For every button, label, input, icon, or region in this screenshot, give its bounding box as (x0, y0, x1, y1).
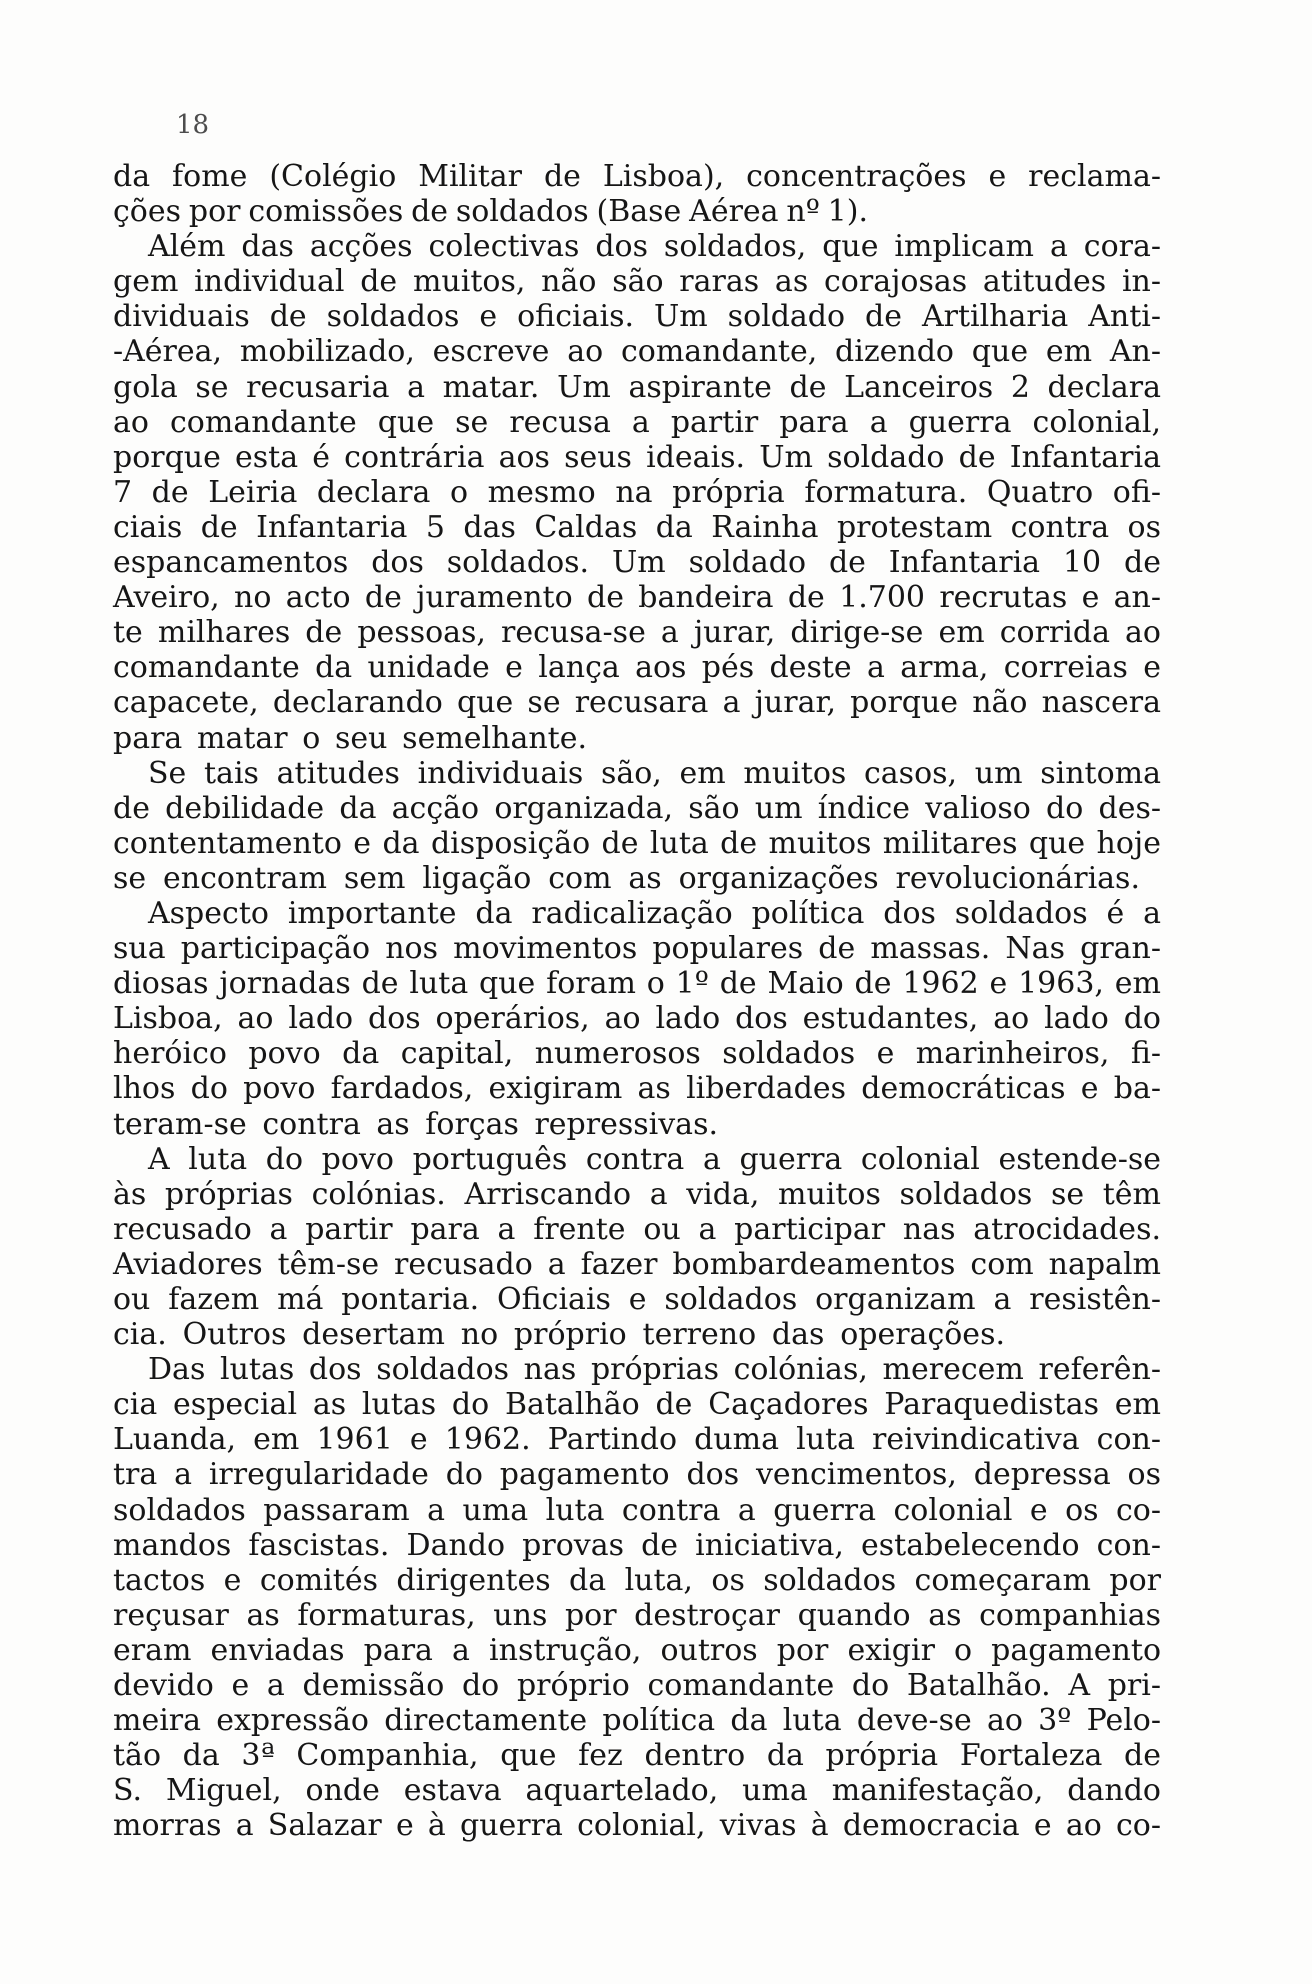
text-line: devido e a demissão do próprio comandante do Batalhão. A pri- (113, 1668, 1161, 1704)
text-line: diosas jornadas de luta que foram o 1º de Maio de 1962 e 1963, em (113, 966, 1161, 1002)
text-line: porque esta é contrária aos seus ideais. Um soldado de Infantaria (113, 439, 1161, 475)
text-line: meira expressão directamente política da luta deve-se ao 3º Pelo- (113, 1703, 1161, 1739)
text-line: recusado a partir para a frente ou a participar nas atrocidades. (113, 1211, 1161, 1247)
text-line: tra a irregularidade do pagamento dos vencimentos, depressa os (113, 1457, 1161, 1493)
text-line: comandante da unidade e lança aos pés deste a arma, correias e (113, 650, 1161, 686)
text-line: tão da 3ª Companhia, que fez dentro da própria Fortaleza de (113, 1738, 1161, 1774)
text-line: Luanda, em 1961 e 1962. Partindo duma luta reivindicativa con- (113, 1422, 1161, 1458)
text-line: lhos do povo fardados, exigiram as liberdades democráticas e ba- (113, 1071, 1161, 1107)
paragraph (113, 229, 1161, 755)
text-line: ciais de Infantaria 5 das Caldas da Rainha protestam contra os (113, 509, 1161, 545)
text-line: te milhares de pessoas, recusa-se a jurar, dirige-se em corrida ao (113, 615, 1161, 651)
text-line: Além das acções colectivas dos soldados, que implicam a cora- (148, 229, 1161, 265)
text-line: capacete, declarando que se recusara a jurar, porque não nascera (113, 685, 1161, 721)
text-line: mandos fascistas. Dando provas de iniciativa, estabelecendo con- (113, 1527, 1161, 1563)
paragraph (113, 1142, 1161, 1353)
text-line: Se tais atitudes individuais são, em muitos casos, um sintoma (148, 755, 1161, 791)
text-line: tactos e comités dirigentes da luta, os soldados começaram por (113, 1562, 1161, 1598)
text-line: para matar o seu semelhante. (113, 720, 587, 756)
text-line: cia especial as lutas do Batalhão de Caçadores Paraquedistas em (113, 1387, 1161, 1423)
page-number: 18 (176, 110, 210, 140)
body-text (113, 159, 1161, 1844)
text-line: dividuais de soldados e oficiais. Um soldado de Artilharia Anti- (113, 299, 1161, 335)
text-line: Aveiro, no acto de juramento de bandeira de 1.700 recrutas e an- (113, 580, 1161, 616)
text-line: contentamento e da disposição de luta de muitos militares que hoje (113, 825, 1161, 861)
text-line: Aspecto importante da radicalização política dos soldados é a (148, 895, 1161, 931)
text-line: gola se recusaria a matar. Um aspirante de Lanceiros 2 declara (113, 369, 1161, 405)
text-line: de debilidade da acção organizada, são um índice valioso do des- (113, 790, 1161, 826)
text-line: A luta do povo português contra a guerra colonial estende-se (148, 1141, 1161, 1177)
text-line: cia. Outros desertam no próprio terreno das operações. (113, 1317, 1005, 1353)
text-line: ou fazem má pontaria. Oficiais e soldados organizam a resistên- (113, 1282, 1161, 1317)
text-line: Das lutas dos soldados nas próprias colónias, merecem referên- (148, 1352, 1161, 1388)
text-line: da fome (Colégio Militar de Lisboa), concentrações e reclama- (113, 159, 1161, 194)
text-line: Aviadores têm-se recusado a fazer bombardeamentos com napalm (113, 1246, 1161, 1282)
text-line: espancamentos dos soldados. Um soldado de Infantaria 10 de (113, 545, 1161, 581)
text-line: heróico povo da capital, numerosos soldados e marinheiros, fi- (113, 1036, 1161, 1072)
text-line: sua participação nos movimentos populares de massas. Nas gran- (113, 931, 1161, 967)
text-line: -Aérea, mobilizado, escreve ao comandante, dizendo que em An- (113, 334, 1161, 370)
text-line: se encontram sem ligação com as organizações revolucionárias. (113, 860, 1140, 896)
paragraph (113, 1352, 1161, 1843)
paragraph (113, 159, 1161, 229)
text-line: teram-se contra as forças repressivas. (113, 1106, 718, 1142)
text-line: eram enviadas para a instrução, outros por exigir o pagamento (113, 1632, 1161, 1668)
text-line: ao comandante que se recusa a partir para a guerra colonial, (113, 404, 1161, 440)
text-line: 7 de Leiria declara o mesmo na própria formatura. Quatro ofi- (113, 474, 1161, 510)
paragraph (113, 896, 1161, 1142)
text-line: reçusar as formaturas, uns por destroçar quando as companhias (113, 1597, 1161, 1633)
text-line: morras a Salazar e à guerra colonial, vivas à democracia e ao co- (113, 1808, 1161, 1844)
text-line: soldados passaram a uma luta contra a guerra colonial e os co- (113, 1492, 1161, 1528)
text-line: gem individual de muitos, não são raras as corajosas atitudes in- (113, 264, 1161, 300)
paragraph (113, 756, 1161, 896)
text-line: Lisboa, ao lado dos operários, ao lado dos estudantes, ao lado do (113, 1001, 1161, 1037)
text-line: S. Miguel, onde estava aquartelado, uma manifestação, dando (113, 1773, 1161, 1809)
text-line: às próprias colónias. Arriscando a vida, muitos soldados se têm (113, 1176, 1161, 1212)
text-line: ções por comissões de soldados (Base Aérea nº 1). (113, 194, 868, 230)
